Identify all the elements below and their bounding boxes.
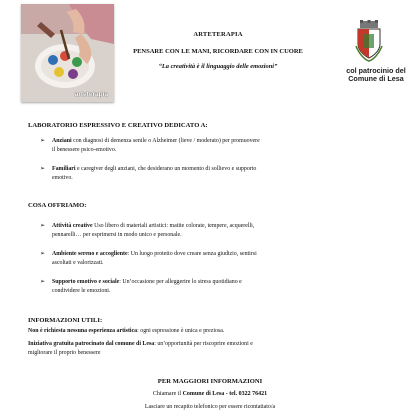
contact-callback-note: Lasciare un recapito telefonico per essere ricontattato/a [144, 404, 276, 410]
list-item-text: Ambiente sereno e accogliente: Un luogo protetto dove creare senza giudizio, sentirsi ascoltati e valorizzati. [52, 251, 257, 266]
lab-item-familiari [40, 165, 340, 183]
contact-heading: PER MAGGIORI INFORMAZIONI [157, 378, 263, 385]
arrow-bullet-icon: ➢ [40, 279, 46, 285]
patronage-line-1: col patrocinio del [346, 66, 406, 75]
painting-hands-image [21, 4, 114, 102]
offer-heading: COSA OFFRIAMO: [28, 202, 87, 209]
lab-item-anziani [40, 137, 340, 155]
tagline: “La creatività è il linguaggio delle emozioni” [158, 63, 278, 70]
list-item-text: Supporto emotivo e sociale: Un’occasione per alleggerire lo stress quotidiano e condividere le emozioni. [52, 279, 242, 294]
contact-phone-line: Chiamare il Comune di Lesa - tel. 0322 76421 [152, 391, 268, 397]
arrow-bullet-icon: ➢ [40, 166, 46, 172]
list-item-text: Familiari e caregiver degli anziani, che desiderano un momento di sollievo e supporto emotivo. [52, 166, 257, 181]
page-title: ARTETERAPIA [193, 31, 243, 38]
patronage-line-2: Comune di Lesa [348, 74, 404, 83]
arrow-bullet-icon: ➢ [40, 251, 46, 257]
artwork-photo [21, 4, 114, 102]
offer-item-environment [40, 250, 340, 268]
info-paragraph-free: Iniziativa gratuita patrocinato dal comune di Lesa: un’opportunità per riscoprire emozioni e migliorare il proprio benessere [28, 341, 253, 356]
offer-item-support [40, 278, 340, 296]
offer-item-activities [40, 222, 340, 240]
coat-of-arms-icon [355, 20, 383, 62]
arrow-bullet-icon: ➢ [40, 223, 46, 229]
list-item-text: Anziani con diagnosi di demenza senile o Alzheimer (lieve / moderato) per promuovere il benessere psico-emotivo. [52, 138, 260, 153]
photo-caption: arteterapia [74, 91, 108, 98]
arrow-bullet-icon: ➢ [40, 138, 46, 144]
info-paragraph-experience: Non è richiesta nessuna esperienza artistica: ogni espressione è unica e preziosa. [28, 328, 225, 334]
info-heading: INFORMAZIONI UTILI: [28, 317, 103, 324]
list-item-text: Attività creative Uso libero di materiali artistici: matite colorate, tempere, acquerelli, pennarelli… per esprimersi in modo unico e personale. [52, 223, 255, 238]
page-subtitle: PENSARE CON LE MANI, RICORDARE CON IN CUORE [133, 48, 303, 55]
patronage-label [340, 67, 412, 83]
lab-heading: LABORATORIO ESPRESSIVO E CREATIVO DEDICATO A: [28, 122, 208, 129]
